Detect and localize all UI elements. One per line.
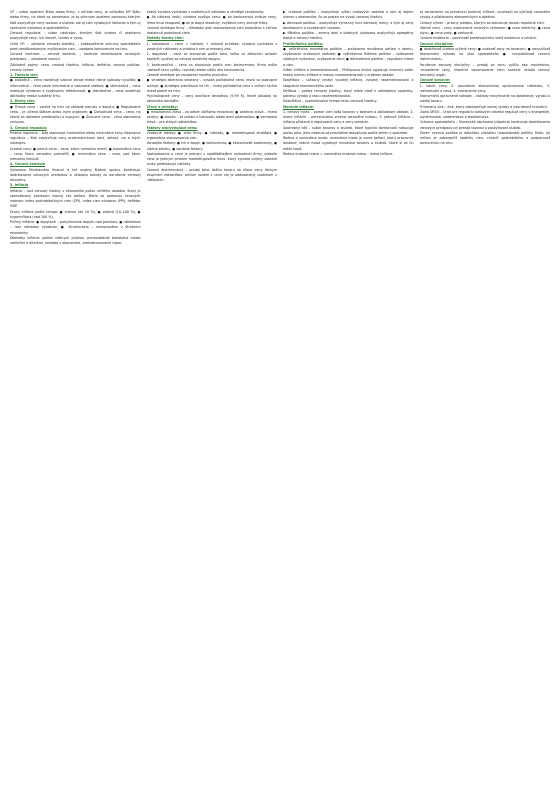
- paragraph: ● reštriktívna monetárna politika – znižovanie množstva peňazí v obehu, zvyšovanie úrokových sadzieb; ● reštriktívna fiškálna politika – znižovanie vládnych výdavkov, zvyšovanie daní; ● dôchodková politika – regulácia miezd a cien.: [283, 46, 414, 67]
- paragraph: Porušenie cenovej disciplíny – predaj za cenu vyššiu ako maximálna, neuvedenie ceny, klamlivé oznamovanie cien; sankcie ukladá cenový kontrolný orgán.: [419, 62, 550, 77]
- paragraph: ● Trhová cena – vzniká na trhu na základe ponuky a dopytu; ● Regulovaná cena – je určená štátom alebo iným orgánom; ● Dohodnutá cena – cena, na ktorej sa dohodne predávajúci a kupujúci; ● Zmluvná cena – cena stanovená zmluvou.: [10, 104, 141, 125]
- paragraph: Príčiny inflácie: ● dopytová – prevyšovanie dopytu nad ponukou; ● nákladová – rast nákladov výrobcov; ● štrukturálna – nerovnováha v štruktúre ekonomiky.: [10, 220, 141, 235]
- paragraph: Dezinflácia – spomaľovanie tempa rastu cenovej hladiny.: [283, 99, 378, 104]
- paragraph: Reálna a nominálna mzda: nominálna mzda je suma peňazí, ktorú pracovník dostane; reálna mzda vyjadruje množstvo tovarov a služieb, ktoré si za ňu môže kúpiť.: [283, 136, 414, 151]
- paragraph: Cenová diskriminácia – predaj toho istého tovaru za rôzne ceny rôznym skupinám zákazníkov, pričom rozdiel v cene nie je odôvodnený rozdielom v nákladoch.: [146, 167, 277, 182]
- paragraph: ● stratégia zbierania smotany – vysoká počiatočná cena, ktorá sa postupne znižuje; ● stratégia prenikania na trh – nízka počiatočná cena s cieľom rýchlo získať podiel na trhu.: [146, 78, 277, 93]
- paragraph: 1. Funkcie cien: [10, 73, 38, 77]
- paragraph: Protiinflačná politika:: [283, 41, 324, 46]
- paragraph: Cenová disciplína:: [419, 41, 454, 46]
- text-column-2: [147, 10, 278, 785]
- paragraph: 1. cenový index – pomer cien koša tovarov v bežnom a základnom období; 2. miera inflácie – percentuálna zmena cenového indexu; 3. jadrová inflácia – inflácia očistená o regulované ceny a ceny potravín.: [283, 109, 414, 125]
- paragraph: Psychologické ceny – ceny končiace deviatkou (9,99 €), ktoré pôsobia na zákazníka lacnejšie.: [146, 94, 277, 104]
- paragraph: Cenové stratégie pri zavádzaní nového produktu:: [146, 73, 229, 77]
- paragraph: Stagflácia – súčasný výskyt vysokej inflácie, vysokej nezamestnanosti a stagnácie ekonomického rastu.: [283, 78, 414, 88]
- paragraph: Cenová kontrola: – cenové konanie, – kontrola dodržiavania cenových predpisov, – ukladanie sankcií.: [10, 52, 141, 62]
- paragraph: 2. dopytová – cena sa stanovuje podľa toho, koľko sú zákazníci ochotní zaplatiť; využíva sa cenová elasticita dopytu.: [146, 52, 277, 62]
- paragraph: Vykonáva Ministerstvo financií a iné orgány štátnej správy. Kontrolujú dodržiavanie cenových predpisov a ukladajú pokuty za porušenie cenovej disciplíny.: [10, 167, 141, 182]
- paragraph: Ekonomicky oprávnené náklady – náklady nevyhnutné na obstaranie, výrobu a predaj tovaru.: [419, 94, 550, 104]
- paragraph: Reálna úroková miera = nominálna úroková miera – miera inflácie.: [283, 151, 394, 156]
- paragraph: so zameraním na prevenciu budúcej inflácie, využívajú sa výhľady cenového vývoja a očakávania ekonomických subjektov.: [419, 10, 550, 20]
- paragraph: Priama regulácia – štát stanovuje maximálne alebo minimálne ceny. Nepriama regulácia – štát ovplyvňuje ceny prostredníctvom daní, dotácií, cla a iných nástrojov.: [10, 130, 141, 146]
- paragraph: ● množstevná zľava – za odber väčšieho množstva; ● sezónna zľava – mimo sezóny; ● skonto – za platbu v hotovosti alebo pred splatnosťou; ● vernostná zľava – pre stálych zákazníkov.: [146, 109, 277, 125]
- paragraph: Inflácia – rast cenovej hladiny v ekonomike počas určitého obdobia, ktorý je sprevádzaný poklesom kúpnej sily peňazí. Meria sa pomocou cenových indexov: index spotrebiteľských cien (CPI), index cien výrobcov (PPI), deflátor HDP.: [10, 188, 141, 209]
- paragraph: Úloha ÚRSO – Úrad pre reguláciu sieťových odvetví reguluje ceny v energetike, plynárenstve, vodárenstve a teplárenstve.: [419, 109, 550, 119]
- paragraph: Faktory ovplyvňujúce cenu:: [146, 125, 198, 130]
- paragraph: Základné pojmy: cena, cenová hladina, inflácia, deflácia, cenová politika, cenový výmer.: [10, 62, 141, 72]
- paragraph: Cenový výmer – právny predpis, ktorým sa stanovuje rozsah regulácie cien.: [419, 20, 545, 25]
- paragraph: Primeraný zisk – zisk, ktorý zabezpečuje rozvoj výroby a návratnosť investícií.: [419, 104, 548, 109]
- paragraph: Spotrebný kôš – súbor tovarov a služieb, ktoré typická domácnosť nakupuje počas roka; jeho zloženie sa pravidelne aktualizuje podľa zmien v spotrebe.: [283, 125, 414, 135]
- text-column-4: [420, 10, 551, 785]
- text-column-1: [10, 10, 141, 785]
- paragraph: Metódy tvorby cien:: [146, 36, 184, 41]
- paragraph: 5. Inflácia: [10, 183, 29, 188]
- paragraph: 4. Cenová kontrola: [10, 162, 46, 167]
- paragraph: Ciele CP: – udržanie cenovej stability, – zabezpečenie ochrany spotrebiteľa pred neodôvodneným zvyšovaním cien, – podpora konkurencie na trhu.: [10, 41, 141, 51]
- paragraph: Vzťah inflácie a nezamestnanosti – Phillipsova krivka vyjadruje inverzný vzťah medzi mierou inflácie a mierou nezamestnanosti v krátkom období.: [283, 67, 414, 77]
- paragraph: Cenová regulácia – súbor nástrojov, ktorými štát priamo či nepriamo ovplyvňuje ceny, ich úroveň, tvorbu a vývoj.: [10, 31, 141, 41]
- paragraph: ● alokačná – cena rozdeľuje vzácne zdroje medzi rôzne spôsoby využitia; ● informačná – cena nesie informácie o vzácnosti statkov; ● stimulačná – cena motivuje výrobcov k zvyšovaniu efektívnosti; ● distribučná – cena rozdeľuje dôchodky medzi subjekty trhu.: [10, 78, 141, 98]
- paragraph: ▶ úroková politika – ovplyvňuje výšku úrokových sadzieb a tým aj objem úverov v ekonomike, čo sa prejaví na vývoji cenovej hladiny.: [283, 10, 414, 20]
- paragraph: Ochrana spotrebiteľa – Slovenská obchodná inšpekcia kontroluje dodržiavanie cenových predpisov pri predaji tovarov a poskytovaní služieb.: [419, 120, 550, 130]
- paragraph: 3. konkurenčná – cena sa stanovuje podľa cien konkurentov; firma môže nastaviť cenu vyššiu, rovnakú alebo nižšiu ako konkurencia.: [146, 62, 277, 72]
- paragraph: 1. nákladová – cena = náklady + zisková prirážka; výrobca vychádza z vlastných nákladov a pridáva k nim primeraný zisk.: [146, 41, 277, 51]
- paragraph: ▶ fiškálna politika – zmeny daní a vládnych výdavkov ovplyvňujú agregátny dopyt a cenovú hladinu.: [283, 31, 414, 41]
- paragraph: Dôsledky inflácie: pokles reálnych príjmov, prerozdelenie bohatstva medzi veriteľmi a dlžníkmi, neistota v ekonomike, znehodnocovanie úspor.: [10, 235, 141, 245]
- paragraph: Cenová evidencia – povinnosť predávajúceho viesť evidenciu o cenách.: [419, 36, 538, 41]
- paragraph: CP – súbor opatrení štátu alebo firmy, v ohľade ceny, je súčasťou HP štátu alebo firmy, na ktoré sa zameriava. Je to súhrnom opatrení pomocou ktorých štát ovplyvňuje ceny tovarov a služieb, ale aj cien výrobných faktorov a tým aj správanie výrobcov a spotrebiteľov.: [10, 10, 141, 30]
- paragraph: Hlavné ceny – ceny ustanovené cenovým výmerom: ● cena elektriny, ● cena plynu, ● cena vody, ● cestovné.: [419, 25, 550, 35]
- paragraph: Úradné ceny: ● pevná cena – cena, ktorú nemožno meniť; ● maximálna cena – cena, ktorú nemožno prekročiť; ● minimálna cena – cena, pod ktorú nemožno klesnúť.: [10, 146, 141, 161]
- paragraph: Rozhodovanie o cene je jedným z najdôležitejších rozhodnutí firmy, pretože cena je jediným prvkom marketingového mixu, ktorý vytvára príjmy; ostatné prvky predstavujú náklady.: [146, 151, 277, 167]
- paragraph: ● dodržiavať úradne určené ceny; ● uvádzať ceny na tovaroch; ● nevyužívať ekonomickú výhodu na úkor spotrebiteľa; ● neuplatňovať cenovú diskrimináciu.: [419, 46, 550, 62]
- paragraph: Každý výrobca vychádza z rozdielnych nákladov a stratégií cenotvorby.: [146, 10, 265, 14]
- paragraph: Druhy inflácie podľa tempa: ● mierna (do 10 %), ● pádivá (10–100 %), ● hyperinflácia (nad 100 %).: [10, 209, 141, 219]
- paragraph: Vonkajšie faktory: ● trh a dopyt, ● konkurencia, ● ekonomické podmienky, ● vládne zásahy, ● sociálne faktory.: [146, 141, 277, 151]
- paragraph: Deflácia – pokles cenovej hladiny, ktorý môže viesť k odkladaniu spotreby, poklesu výroby a rastu nezamestnanosti.: [283, 88, 414, 98]
- paragraph: ● Ak náklady rastú, výrobca zvyšuje cenu; ● ak konkurencia znižuje ceny, firma musí reagovať; ● ak je dopyt elastický, zvýšenie ceny znižuje tržby.: [146, 15, 277, 25]
- paragraph: Cenové konanie:: [419, 78, 451, 83]
- paragraph: 3. Cenová regulácia: [10, 125, 47, 130]
- paragraph: 1. návrh ceny, 2. posúdenie ekonomickej oprávnenosti nákladov, 3. rozhodnutie o cene, 4. zverejnenie ceny.: [419, 83, 550, 93]
- paragraph: Zľavy a prirážky:: [146, 104, 179, 109]
- paragraph: ▶ devízová politika – ovplyvňuje výmenný kurz domácej meny, a tým aj ceny dovážaných a vyvážaných tovarov.: [283, 20, 414, 30]
- paragraph: Cenová stratégia firmy – dlhodobý plán stanovovania cien produktov s cieľom dosiahnuť podnikové ciele.: [146, 25, 277, 35]
- paragraph: Vnútorné faktory: ● ciele firmy, ● náklady, ● marketingová stratégia, ● organizácia stanovovania cien.: [146, 130, 277, 140]
- paragraph: Meranie inflácie:: [283, 104, 315, 109]
- paragraph: Záver: cenová politika je dôležitou súčasťou hospodárskej politiky štátu; jej cieľom je zabezpečiť stabilitu cien, chrániť spotrebiteľov a podporovať konkurenciu na trhu.: [419, 130, 550, 146]
- text-column-3: [283, 10, 414, 785]
- paragraph: 2. Druhy cien: [10, 99, 35, 104]
